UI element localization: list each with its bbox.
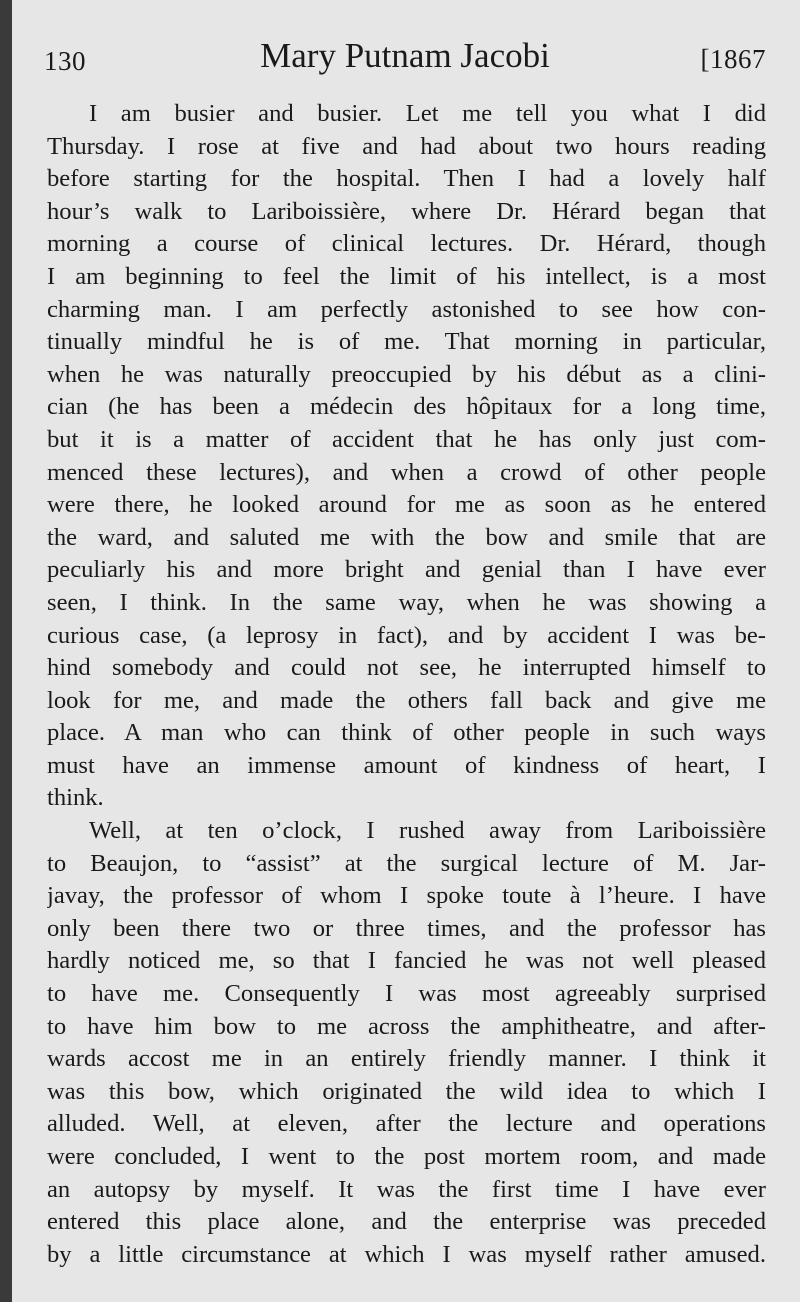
text-line: hind somebody and could not see, he interrupted himself to xyxy=(47,654,766,682)
text-line: charming man. I am perfectly astonished to see how con- xyxy=(47,295,766,323)
text-line: an autopsy by myself. It was the first time I have ever xyxy=(47,1175,766,1203)
text-line: were there, he looked around for me as soon as he entered xyxy=(47,491,766,519)
body-text xyxy=(47,98,766,1271)
text-line: was this bow, which originated the wild idea to which I xyxy=(47,1077,766,1105)
text-line: but it is a matter of accident that he has only just com- xyxy=(47,425,766,453)
text-line: to Beaujon, to “assist” at the surgical lecture of M. Jar- xyxy=(47,849,766,877)
text-line: to have me. Consequently I was most agreeably surprised xyxy=(47,980,766,1008)
text-line: to have him bow to me across the amphitheatre, and after- xyxy=(47,1012,766,1040)
running-title: Mary Putnam Jacobi xyxy=(260,36,550,75)
text-line: before starting for the hospital. Then I had a lovely half xyxy=(47,165,766,193)
text-line: only been there two or three times, and the professor has xyxy=(47,914,766,942)
book-page xyxy=(12,0,800,1302)
text-line: the ward, and saluted me with the bow and smile that are xyxy=(47,523,766,551)
text-line: place. A man who can think of other people in such ways xyxy=(47,719,766,747)
text-line: wards accost me in an entirely friendly manner. I think it xyxy=(47,1045,766,1073)
text-line: Well, at ten o’clock, I rushed away from Lariboissière xyxy=(89,817,766,845)
text-line: I am busier and busier. Let me tell you what I did xyxy=(89,100,766,127)
text-line: entered this place alone, and the enterprise was preceded xyxy=(47,1208,766,1236)
running-header xyxy=(44,36,766,82)
text-line: were concluded, I went to the post mortem room, and made xyxy=(47,1143,766,1170)
page-number: 130 xyxy=(44,46,86,76)
text-line: when he was naturally preoccupied by his début as a clini- xyxy=(47,360,766,388)
text-line: alluded. Well, at eleven, after the lecture and operations xyxy=(47,1110,766,1138)
paragraph-1 xyxy=(47,98,766,815)
paragraph-2 xyxy=(47,815,766,1271)
text-line: think. xyxy=(47,784,104,812)
year-marker: [1867 xyxy=(700,44,766,74)
text-line: peculiarly his and more bright and genial than I have ever xyxy=(47,556,766,584)
text-line: must have an immense amount of kindness of heart, I xyxy=(47,751,766,779)
text-line: Thursday. I rose at five and had about two hours reading xyxy=(47,132,766,160)
text-line: menced these lectures), and when a crowd of other people xyxy=(47,458,766,486)
text-line: I am beginning to feel the limit of his intellect, is a most xyxy=(47,262,766,290)
text-line: hardly noticed me, so that I fancied he was not well pleased xyxy=(47,947,766,975)
text-line: tinually mindful he is of me. That morning in particular, xyxy=(47,328,766,356)
text-line: morning a course of clinical lectures. Dr. Hérard, though xyxy=(47,230,766,258)
text-line: seen, I think. In the same way, when he was showing a xyxy=(47,588,766,616)
text-line: hour’s walk to Lariboissière, where Dr. Hérard began that xyxy=(47,197,766,225)
text-line: by a little circumstance at which I was myself rather amused. xyxy=(47,1240,766,1268)
text-line: javay, the professor of whom I spoke toute à l’heure. I have xyxy=(47,882,766,910)
text-line: look for me, and made the others fall back and give me xyxy=(47,686,766,714)
text-line: cian (he has been a médecin des hôpitaux for a long time, xyxy=(47,393,766,421)
text-line: curious case, (a leprosy in fact), and by accident I was be- xyxy=(47,621,766,649)
